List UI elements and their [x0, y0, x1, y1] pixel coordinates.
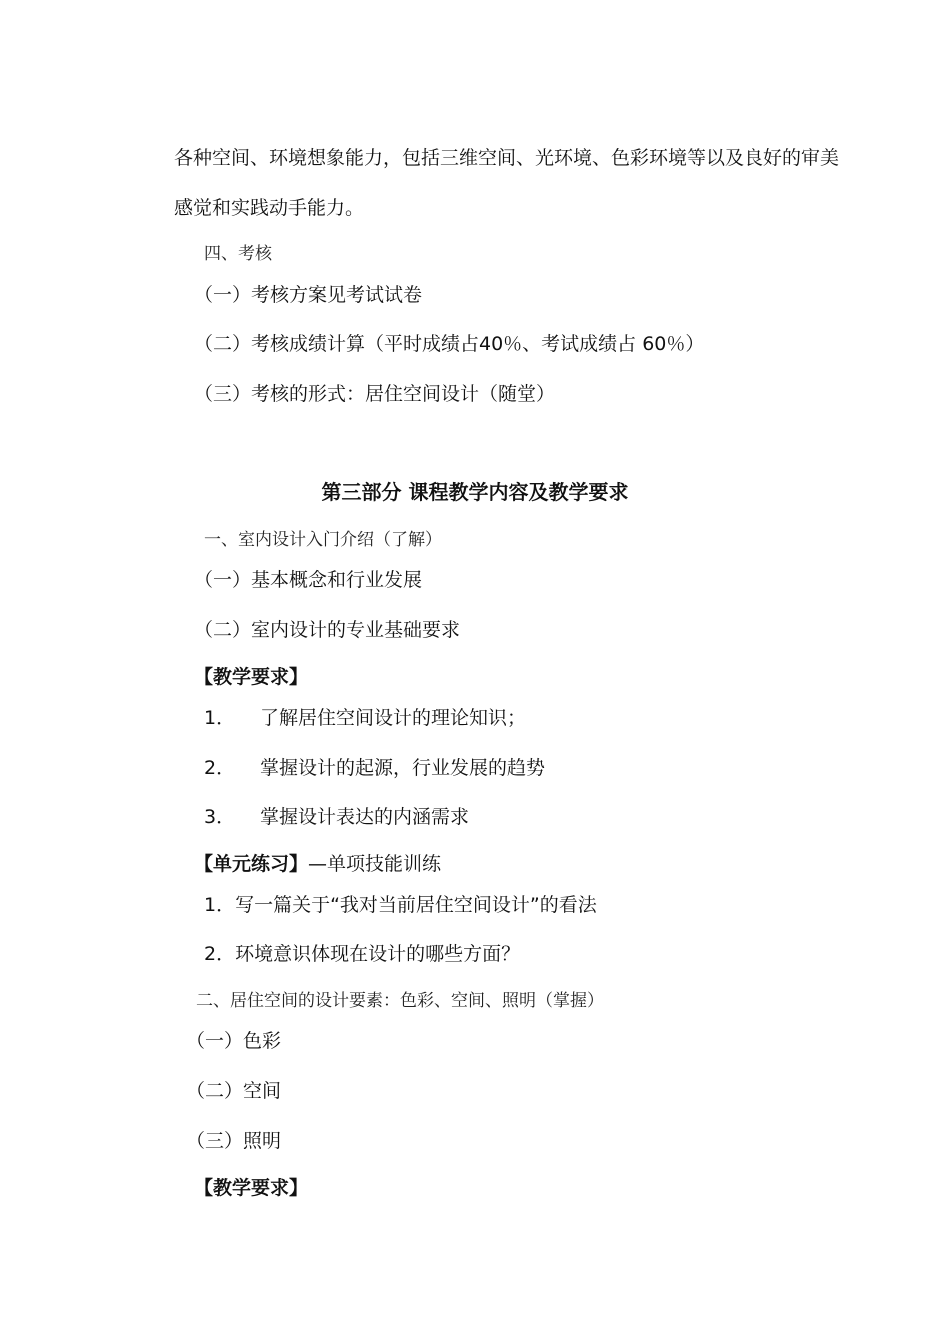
section2-title: 二、居住空间的设计要素：色彩、空间、照明（掌握） [196, 991, 604, 1011]
exercise-label: 【单元练习】 [194, 853, 309, 875]
assessment-title: 四、考核 [204, 244, 272, 264]
intro-line-1: 各种空间、环境想象能力，包括三维空间、光环境、色彩环境等以及良好的审美 [174, 147, 840, 169]
exercise-title: —单项技能训练 [308, 853, 442, 875]
requirement-text: 掌握设计表达的内涵需求 [260, 806, 470, 828]
assessment-item-2: （二）考核成绩计算（平时成绩占40％、考试成绩占 60％） [194, 333, 705, 355]
requirement-item-1 [204, 706, 526, 730]
section2-requirements-label: 【教学要求】 [194, 1177, 309, 1199]
section1-item-1: （一）基本概念和行业发展 [194, 569, 423, 591]
section2-item-1: （一）色彩 [186, 1030, 282, 1052]
requirement-item-2 [204, 756, 545, 780]
requirement-text: 了解居住空间设计的理论知识； [260, 707, 527, 729]
exercise-item-2: 2．环境意识体现在设计的哪些方面？ [204, 943, 521, 965]
intro-line-2: 感觉和实践动手能力。 [174, 197, 365, 219]
requirement-number: 1． [204, 707, 236, 729]
section1-exercise-heading [194, 852, 441, 876]
assessment-item-3: （三）考核的形式：居住空间设计（随堂） [194, 383, 556, 405]
section1-title: 一、室内设计入门介绍（了解） [204, 530, 442, 550]
section1-item-2: （二）室内设计的专业基础要求 [194, 619, 461, 641]
requirement-text: 掌握设计的起源，行业发展的趋势 [260, 757, 546, 779]
assessment-item-1: （一）考核方案见考试试卷 [194, 284, 423, 306]
section2-item-3: （三）照明 [186, 1130, 282, 1152]
requirement-number: 2． [204, 757, 236, 779]
part3-heading: 第三部分 课程教学内容及教学要求 [321, 480, 629, 504]
requirement-number: 3． [204, 806, 236, 828]
requirement-item-3 [204, 805, 469, 829]
exercise-item-1: 1．写一篇关于“我对当前居住空间设计”的看法 [204, 894, 597, 916]
section1-requirements-label: 【教学要求】 [194, 666, 309, 688]
section2-item-2: （二）空间 [186, 1080, 282, 1102]
